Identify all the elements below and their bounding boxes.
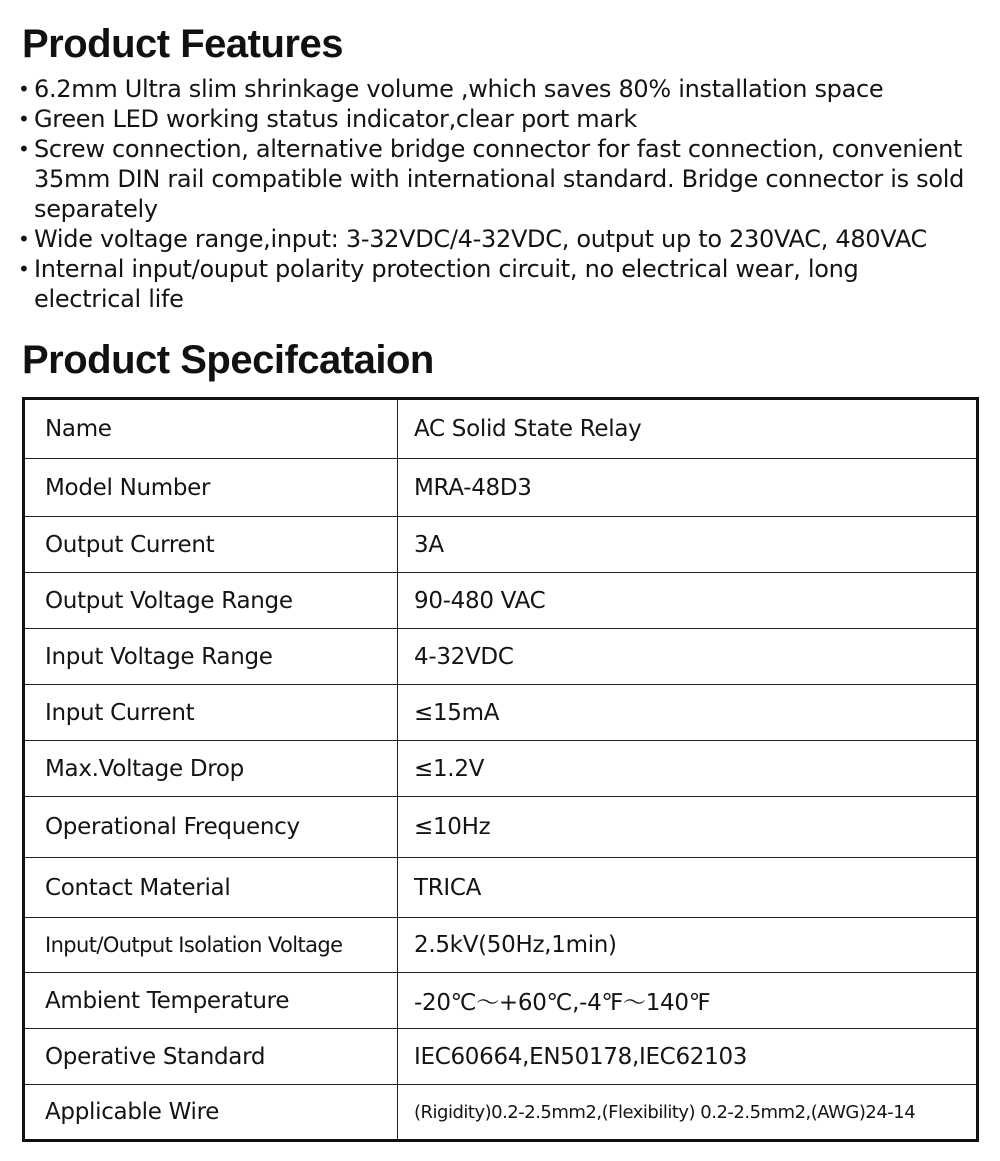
feature-item (18, 74, 988, 104)
spec-label: Name (24, 399, 398, 459)
feature-item (18, 134, 988, 224)
feature-line: Green LED working status indicator,clear port mark (34, 105, 637, 133)
spec-label: Model Number (24, 459, 398, 517)
features-list (18, 74, 988, 314)
spec-label: Input Voltage Range (24, 629, 398, 685)
feature-line: Wide voltage range,input: 3-32VDC/4-32VDC, output up to 230VAC, 480VAC (34, 225, 927, 253)
features-heading: Product Features (22, 22, 343, 66)
table-row (24, 399, 978, 459)
spec-label: Output Current (24, 517, 398, 573)
spec-value: (Rigidity)0.2-2.5mm2,(Flexibility) 0.2-2.5mm2,(AWG)24-14 (398, 1085, 978, 1141)
bullet-icon: • (18, 227, 30, 251)
feature-item (18, 104, 988, 134)
spec-label: Operative Standard (24, 1029, 398, 1085)
bullet-icon: • (18, 257, 30, 281)
table-row (24, 741, 978, 797)
feature-item (18, 254, 988, 314)
spec-value: TRICA (398, 858, 978, 918)
spec-label: Output Voltage Range (24, 573, 398, 629)
table-row (24, 973, 978, 1029)
feature-line: 35mm DIN rail compatible with international standard. Bridge connector is sold (34, 165, 965, 193)
feature-line: electrical life (34, 285, 184, 313)
table-row (24, 1029, 978, 1085)
bullet-icon: • (18, 137, 30, 161)
spec-value: 90-480 VAC (398, 573, 978, 629)
spec-value: ≤15mA (398, 685, 978, 741)
feature-line: separately (34, 195, 158, 223)
spec-value: IEC60664,EN50178,IEC62103 (398, 1029, 978, 1085)
feature-line: Internal input/ouput polarity protection circuit, no electrical wear, long (34, 255, 859, 283)
spec-label: Input Current (24, 685, 398, 741)
table-row (24, 1085, 978, 1141)
spec-value: ≤1.2V (398, 741, 978, 797)
bullet-icon: • (18, 77, 30, 101)
spec-value: ≤10Hz (398, 797, 978, 858)
feature-item (18, 224, 988, 254)
spec-value: MRA-48D3 (398, 459, 978, 517)
spec-value: 4-32VDC (398, 629, 978, 685)
spec-value: 2.5kV(50Hz,1min) (398, 918, 978, 973)
spec-label: Contact Material (24, 858, 398, 918)
spec-value: 3A (398, 517, 978, 573)
table-row (24, 573, 978, 629)
bullet-icon: • (18, 107, 30, 131)
table-row (24, 858, 978, 918)
spec-label: Ambient Temperature (24, 973, 398, 1029)
feature-line: 6.2mm Ultra slim shrinkage volume ,which saves 80% installation space (34, 75, 884, 103)
table-row (24, 797, 978, 858)
spec-value: -20℃～+60℃,-4℉～140℉ (398, 973, 978, 1029)
spec-label: Applicable Wire (24, 1085, 398, 1141)
spec-heading: Product Specifcataion (22, 338, 434, 382)
table-row (24, 685, 978, 741)
table-row (24, 459, 978, 517)
table-row (24, 517, 978, 573)
spec-label: Max.Voltage Drop (24, 741, 398, 797)
spec-label: Operational Frequency (24, 797, 398, 858)
feature-line: Screw connection, alternative bridge connector for fast connection, convenient (34, 135, 963, 163)
spec-label: Input/Output Isolation Voltage (24, 918, 398, 973)
spec-value: AC Solid State Relay (398, 399, 978, 459)
spec-table (22, 397, 979, 1142)
table-row (24, 918, 978, 973)
table-row (24, 629, 978, 685)
